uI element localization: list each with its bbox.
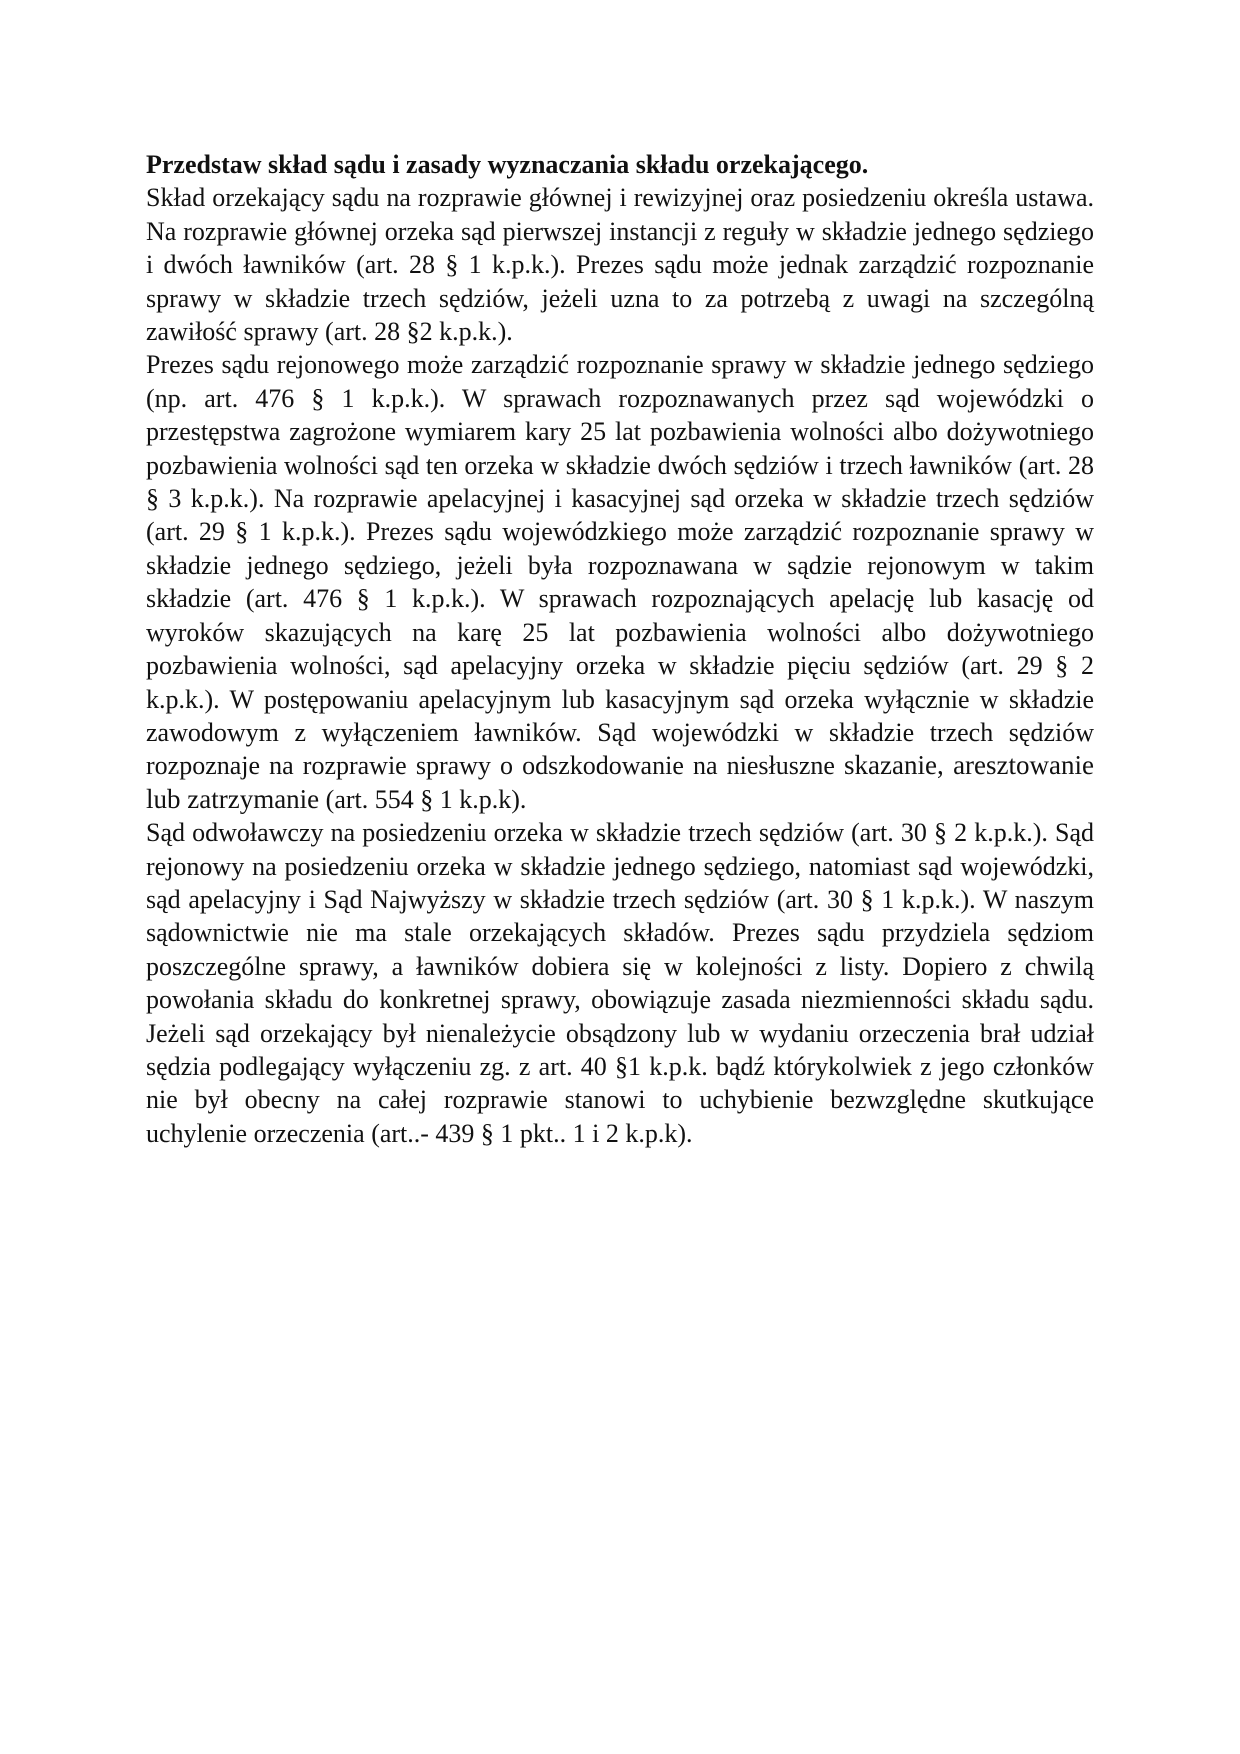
paragraph-2-end: (art. 554 § 1 k.p.k). [319, 784, 527, 814]
paragraph-1-text: Skład orzekający sądu na rozprawie głównej i rewizyjnej oraz posiedzeniu określa ustawa. Na rozprawie głównej orzeka sąd pierwszej instancji z reguły w składzie jednego sędziego i dwóch ławników (art. 28 § 1 k.p.k.). Prezes sądu może jednak zarządzić rozpoznanie sprawy w składzie trzech sędziów, jeżeli uzna to za potrzebą z uwagi na szczególną zawiłość sprawy (art. 28 §2 k.p.k.). [146, 183, 1094, 347]
document-title: Przedstaw skład sądu i zasady wyznaczania składu orzekającego. [146, 150, 869, 179]
paragraph-2-emphasis: skazanie, aresztowanie lub zatrzymanie [146, 750, 1094, 814]
paragraph-2-text: Prezes sądu rejonowego może zarządzić rozpoznanie sprawy w składzie jednego sędziego (np. art. 476 § 1 k.p.k.). W sprawach rozpoznawanych przez sąd wojewódzki o przestępstwa zagrożone wymiarem kary 25 lat pozbawienia wolności albo dożywotniego pozbawienia wolności sąd ten orzeka w składzie dwóch sędziów i trzech ławników (art. 28 § 3 k.p.k.). Na rozprawie apelacyjnej i kasacyjnej sąd orzeka w składzie trzech sędziów (art. 29 § 1 k.p.k.). Prezes sądu wojewódzkiego może zarządzić rozpoznanie sprawy w składzie jednego sędziego, jeżeli była rozpoznawana w sądzie rejonowym w takim składzie (art. 476 § 1 k.p.k.). W sprawach rozpoznających apelację lub kasację od wyroków skazujących na karę 25 lat pozbawienia wolności albo dożywotniego pozbawienia wolności, sąd apelacyjny orzeka w składzie pięciu sędziów (art. 29 § 2 k.p.k.). W postępowaniu apelacyjnym lub kasacyjnym sąd orzeka wyłącznie w składzie zawodowym z wyłączeniem ławników. Sąd wojewódzki w składzie trzech sędziów rozpoznaje na rozprawie sprawy o odszkodowanie na niesłuszne [146, 350, 1094, 781]
document-page [146, 148, 1094, 1150]
paragraph-1 [146, 181, 1094, 348]
paragraph-3: Sąd odwoławczy na posiedzeniu orzeka w składzie trzech sędziów (art. 30 § 2 k.p.k.). Sąd rejonowy na posiedzeniu orzeka w składzie jednego sędziego, natomiast sąd wojewódzki, sąd apelacyjny i Sąd Najwyższy w składzie trzech sędziów (art. 30 § 1 k.p.k.). W naszym sądownictwie nie ma stale orzekających składów. Prezes sądu przydziela sędziom poszczególne sprawy, a ławników dobiera się w kolejności z listy. Dopiero z chwilą powołania składu do konkretnej sprawy, obowiązuje zasada niezmienności składu sądu. Jeżeli sąd orzekający był nienależycie obsądzony lub w wydaniu orzeczenia brał udział sędzia podlegający wyłączeniu zg. z art. 40 §1 k.p.k. bądź którykolwiek z jego członków nie był obecny na całej rozprawie stanowi to uchybienie bezwzględne skutkujące uchylenie orzeczenia (art..- 439 § 1 pkt.. 1 i 2 k.p.k). [146, 818, 1094, 1148]
paragraph-2 [146, 348, 1094, 816]
